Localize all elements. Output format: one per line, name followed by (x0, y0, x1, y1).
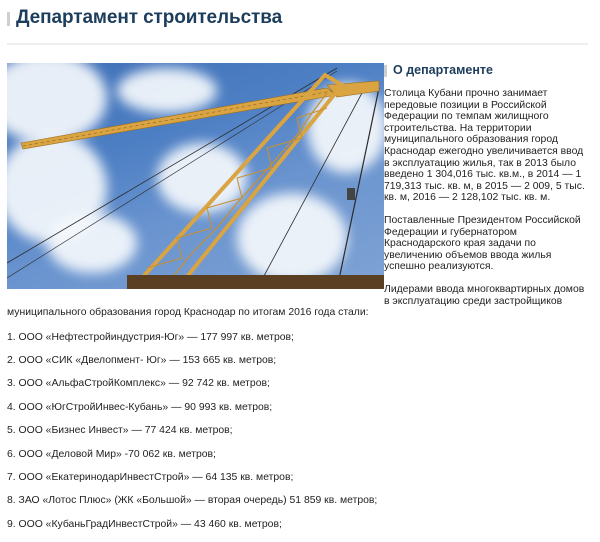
about-paragraph-housing-stats: Столица Кубани прочно занимает передовые позиции в Российской Федерации по темпам жилищного строительства. На территории муниципального образования город Краснодар ежегодно увеличивается ввод в эксплуатацию жилья, так в 2013 было введено 1 304,016 тыс. кв.м., в 2014 — 1 719,313 тыс. кв. м, в 2015 — 2 009, 5 тыс. кв. м, 2016 — 2 128,102 тыс. кв. м. (384, 88, 585, 204)
list-item: 8. ЗАО «Лотос Плюс» (ЖК «Большой» — вторая очередь) 51 859 кв. метров; (7, 495, 378, 507)
crane-photo (7, 63, 384, 289)
about-department (384, 63, 590, 307)
article-content (7, 63, 590, 542)
list-item: 1. ООО «Нефтестройиндустрия-Юг» — 177 997 кв. метров; (7, 331, 294, 343)
about-heading: О департаменте (393, 63, 493, 78)
crane-icon (7, 63, 384, 289)
list-item: 7. ООО «ЕкатеринодарИнвестСтрой» — 64 135 кв. метров; (7, 472, 294, 484)
list-item: 6. ООО «Деловой Мир» -70 062 кв. метров; (7, 448, 216, 460)
title-accent-bar (7, 12, 10, 26)
heading-accent-bar (384, 65, 387, 77)
about-paragraph-goals: Поставленные Президентом Российской Федерации и губернатором Краснодарского края задачи по увеличению объемов ввода жилья успешно реализуются. (384, 214, 581, 273)
leaders-list (7, 332, 590, 531)
leaders-intro-end: муниципального образования город Краснодар по итогам 2016 года стали: (7, 307, 369, 319)
about-heading-row (384, 63, 590, 79)
leaders-intro-start: Лидерами ввода многоквартирных домов в эксплуатацию среди застройщиков (384, 283, 585, 307)
list-item: 5. ООО «Бизнес Инвест» — 77 424 кв. метров; (7, 425, 233, 437)
header-divider (7, 43, 588, 45)
page-header (7, 6, 588, 30)
title-row (7, 6, 588, 30)
list-item: 4. ООО «ЮгСтройИнвес-Кубань» — 90 993 кв. метров; (7, 401, 273, 413)
list-item: 2. ООО «СИК «Двелопмент- Юг» — 153 665 кв. метров; (7, 355, 277, 367)
list-item: 3. ООО «АльфаСтройКомплекс» — 92 742 кв. метров; (7, 378, 270, 390)
list-item: 9. ООО «КубаньГрадИнвестСтрой» — 43 460 кв. метров; (7, 518, 282, 530)
page-title: Департамент строительства (16, 7, 283, 28)
